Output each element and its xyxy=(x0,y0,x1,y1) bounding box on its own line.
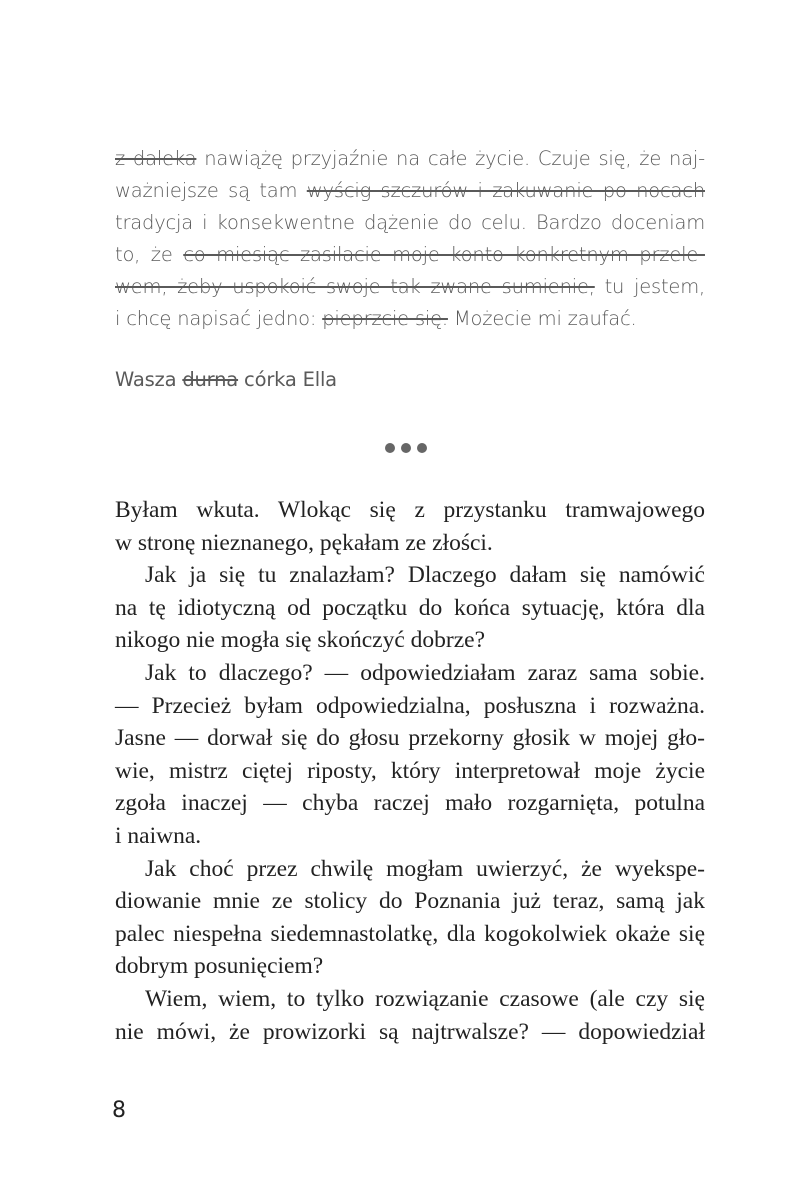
text-segment: nawiążę przyjaźnie na całe życie. Czuje się, że naj- xyxy=(196,147,705,170)
letter-line xyxy=(115,207,705,239)
text-segment: ważniejsze są tam xyxy=(115,179,307,202)
prose-line: nie mówi, że prowizorki są najtrwalsze? — dopowiedział xyxy=(115,1018,705,1045)
text-segment: Możecie mi zaufać. xyxy=(447,307,637,330)
prose-line: Jasne — dorwał się do głosu przekorny głosik w mojej gło- xyxy=(115,725,705,752)
prose-line: na tę idiotyczną od początku do końca sytuację, która dla xyxy=(115,594,705,621)
prose-line: Jak ja się tu znalazłam? Dlaczego dałam się namówić xyxy=(145,562,705,589)
prose-line: wie, mistrz ciętej riposty, który interpretował moje życie xyxy=(115,757,705,784)
prose-line: i naiwna. xyxy=(115,822,202,849)
text-segment: tradycja i konsekwentne dążenie do celu. Bardzo doceniam xyxy=(115,211,705,234)
prose-line: Jak choć przez chwilę mogłam uwierzyć, że wyekspe- xyxy=(145,855,705,882)
struck-text: wem, żeby uspokoić swoje tak zwane sumienie, xyxy=(115,275,595,298)
letter-line xyxy=(115,175,705,207)
struck-word: durna xyxy=(182,368,239,391)
page-number: 8 xyxy=(112,1098,126,1123)
prose-line: zgoła inaczej — chyba raczej mało rozgarnięta, potulna xyxy=(115,790,705,817)
prose-line: diowanie mnie ze stolicy do Poznania już teraz, samą jak xyxy=(115,888,705,915)
prose-line: Wiem, wiem, to tylko rozwiązanie czasowe (ale czy się xyxy=(145,985,705,1012)
letter-line xyxy=(115,303,705,335)
signature-text: Wasza xyxy=(115,368,183,391)
body-prose xyxy=(115,494,705,1048)
struck-text: z daleka xyxy=(115,147,197,170)
prose-line: dobrym posunięciem? xyxy=(115,953,324,980)
struck-text: pieprzcie się. xyxy=(322,307,448,330)
signature-text: córka Ella xyxy=(238,368,337,391)
prose-line: w stronę nieznanego, pękałam ze złości. xyxy=(115,529,493,556)
separator-dot xyxy=(417,443,427,453)
letter-line xyxy=(115,271,705,303)
struck-text: co miesiąc zasilacie moje konto konkretnym przele- xyxy=(183,243,705,266)
text-segment: tu jestem, xyxy=(594,275,705,298)
separator-dot xyxy=(385,443,395,453)
prose-line: nikogo nie mogła się skończyć dobrze? xyxy=(115,627,486,654)
section-separator xyxy=(385,443,427,453)
prose-line: — Przecież byłam odpowiedzialna, posłuszna i rozważna. xyxy=(115,692,705,719)
text-segment: i chcę napisać jedno: xyxy=(115,307,323,330)
struck-text: wyścig szczurów i zakuwanie po nocach xyxy=(306,179,705,202)
letter-line xyxy=(115,143,705,175)
prose-line: Byłam wkuta. Wlokąc się z przystanku tramwajowego xyxy=(115,497,705,523)
letter-text xyxy=(115,143,705,335)
letter-signature xyxy=(115,368,337,391)
prose-line: palec niespełna siedemnastolatkę, dla kogokolwiek okaże się xyxy=(115,920,705,947)
separator-dot xyxy=(401,443,411,453)
letter-line xyxy=(115,239,705,271)
prose-line: Jak to dlaczego? — odpowiedziałam zaraz sama sobie. xyxy=(145,659,705,686)
text-segment: to, że xyxy=(115,243,184,266)
